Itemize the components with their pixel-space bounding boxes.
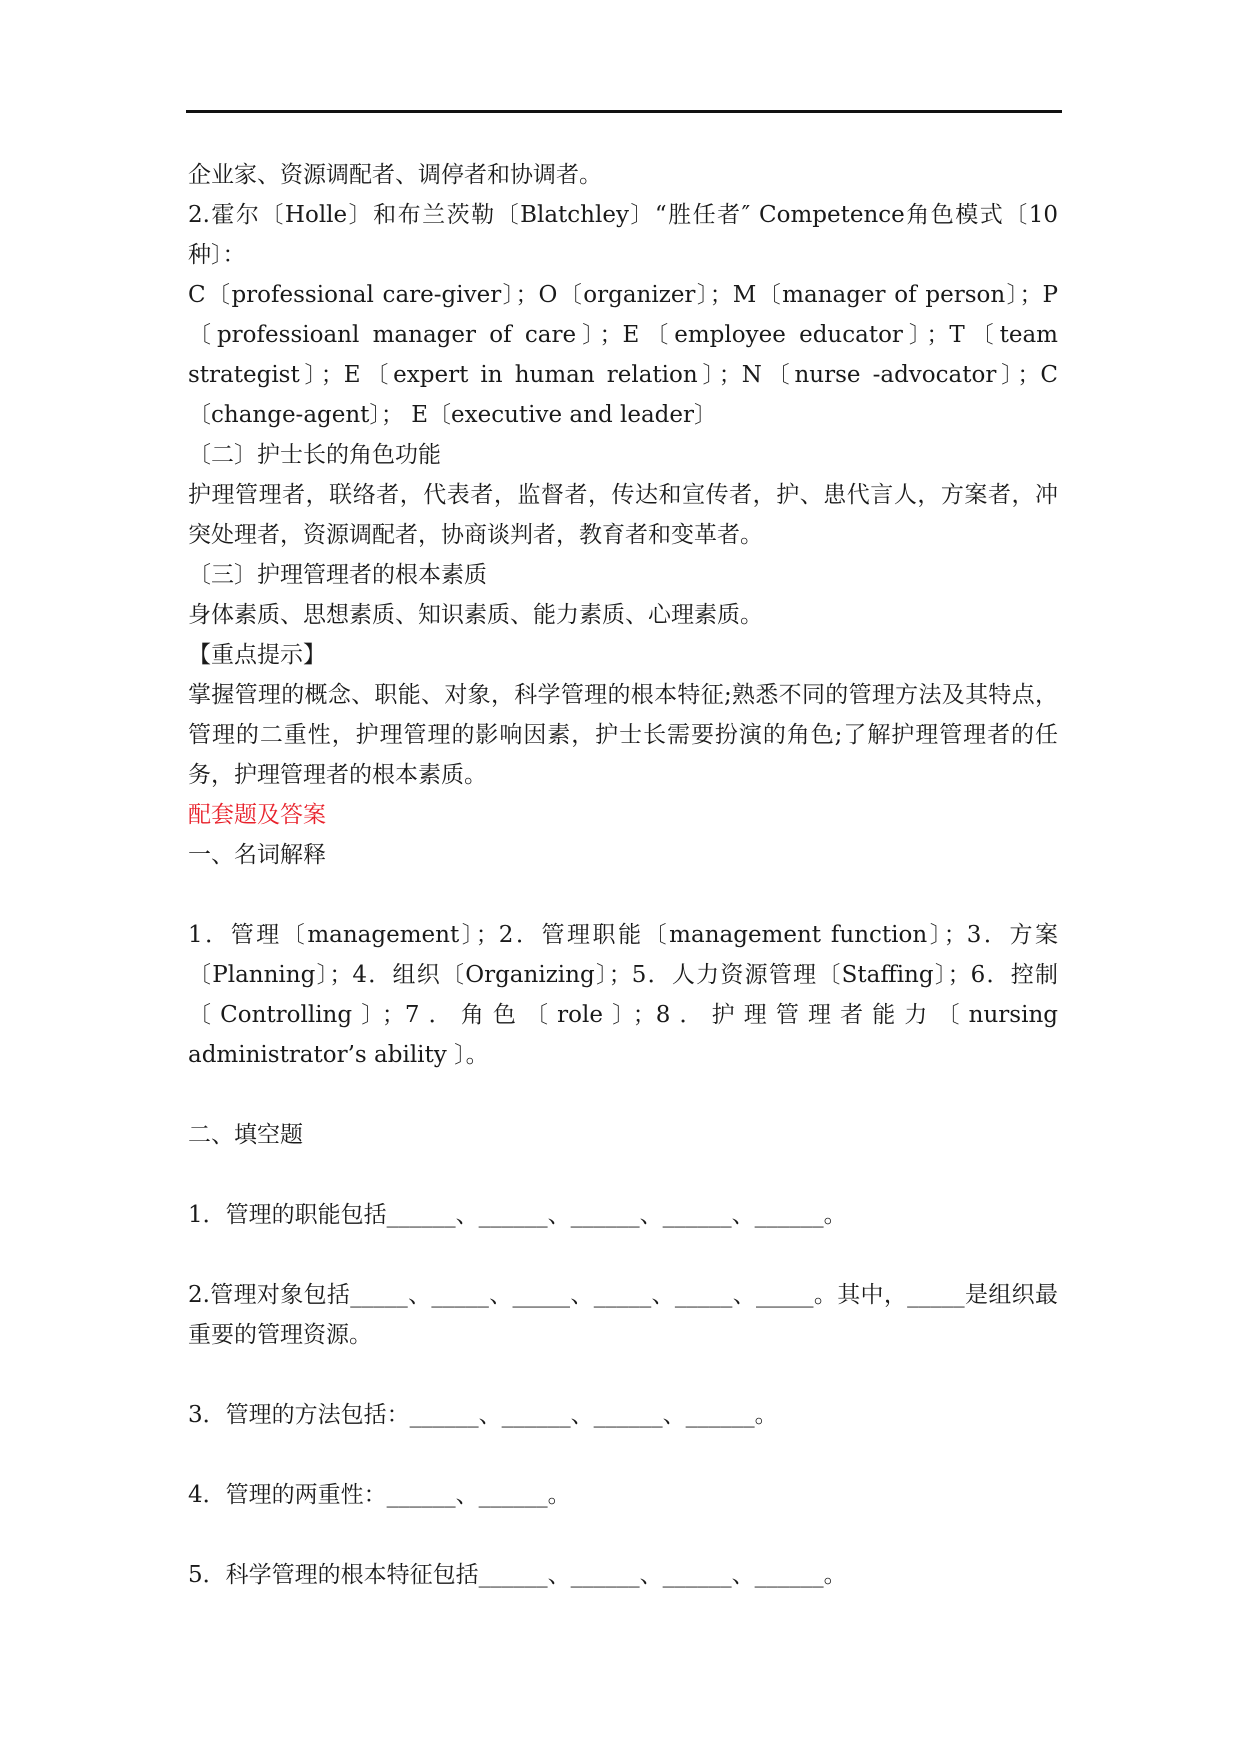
holle-model-roles: C〔professional care-giver〕；O〔organizer〕；M〔manager of person〕；P〔professioanl manager of care〕；E〔employee educator〕；T〔team strategist〕；E〔expert in human relation〕；N〔nurse -advocator〕；C〔change-agent〕； E〔executive and leader〕 <box>188 282 1058 428</box>
spacer <box>188 1355 1058 1395</box>
key-points-heading: 【重点提示】 <box>188 642 326 668</box>
fill-blank-question-1: 1．管理的职能包括______、______、______、______、______。 <box>188 1202 847 1228</box>
terms-body: 1．管理〔management〕；2．管理职能〔management function〕；3．方案〔Planning〕；4．组织〔Organizing〕；5．人力资源管理〔Staffing〕；6．控制〔Controlling〕；7．角色〔role〕；8．护理管理者能力〔nursing administrator’s ability 〕。 <box>188 922 1058 1068</box>
terms-heading: 一、名词解释 <box>188 842 326 868</box>
spacer <box>188 1155 1058 1195</box>
spacer <box>188 875 1058 915</box>
continued-line: 企业家、资源调配者、调停者和协调者。 <box>188 162 602 188</box>
fill-blank-heading: 二、填空题 <box>188 1122 303 1148</box>
spacer <box>188 1235 1058 1275</box>
head-nurse-role-heading: 〔二〕护士长的角色功能 <box>188 442 441 468</box>
key-points-body: 掌握管理的概念、职能、对象，科学管理的根本特征;熟悉不同的管理方法及其特点，管理的二重性，护理管理的影响因素，护士长需要扮演的角色;了解护理管理者的任务，护理管理者的根本素质。 <box>188 682 1058 788</box>
fill-blank-question-5: 5．科学管理的根本特征包括______、______、______、______。 <box>188 1562 847 1588</box>
header-rule <box>186 110 1062 113</box>
holle-model-title: 2.霍尔〔Holle〕和布兰茨勒〔Blatchley〕“胜任者″ Competence角色模式〔10种〕： <box>188 202 1058 268</box>
spacer <box>188 1435 1058 1475</box>
spacer <box>188 1515 1058 1555</box>
head-nurse-role-body: 护理管理者，联络者，代表者，监督者，传达和宣传者，护、患代言人，方案者，冲突处理者，资源调配者，协商谈判者，教育者和变革者。 <box>188 482 1058 548</box>
manager-quality-heading: 〔三〕护理管理者的根本素质 <box>188 562 487 588</box>
fill-blank-question-4: 4．管理的两重性：______、______。 <box>188 1482 571 1508</box>
manager-quality-body: 身体素质、思想素质、知识素质、能力素质、心理素质。 <box>188 602 763 628</box>
fill-blank-question-3: 3．管理的方法包括：______、______、______、______。 <box>188 1402 778 1428</box>
fill-blank-question-2: 2.管理对象包括_____、_____、_____、_____、_____、_____。其中，_____是组织最重要的管理资源。 <box>188 1282 1058 1348</box>
exercises-heading: 配套题及答案 <box>188 802 326 828</box>
spacer <box>188 1075 1058 1115</box>
document-body <box>188 155 1058 1595</box>
